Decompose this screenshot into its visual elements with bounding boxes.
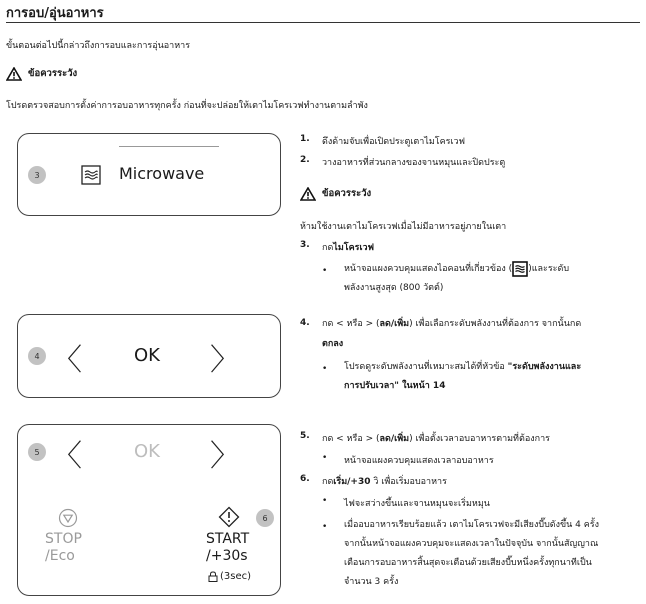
step-3-bullet-b: )และระดับ [528,264,570,274]
control-panel-time [17,424,281,596]
callout-badge-6: 6 [256,509,274,527]
step-6-text [322,474,447,488]
callout-badge-3: 3 [28,166,46,184]
step-4-bullet [344,358,644,396]
step-3-pre: กด [322,243,334,253]
step-6-bullet-2-l2: จากนั้นหน้าจอแผงควบคุมจะแสดงเวลาในปัจจุบัน จากนั้นสัญญาณ [344,539,599,549]
caution-text: โปรดตรวจสอบการตั้งค่าการอบอาหารทุกครั้ง ก่อนที่จะปล่อยให้เตาไมโครเวฟทำงานตามลำพัง [6,101,368,111]
increase-button[interactable]: 〉 [210,343,240,378]
step-number: 2. [300,155,310,165]
step-4-a: กด < หรือ > ( [322,319,380,329]
caution-label: ข้อควรระวัง [28,68,78,79]
warning-icon [300,187,316,201]
step-5-a: กด < หรือ > ( [322,434,380,444]
caution-heading [300,186,371,201]
step-5-bold: ลด/เพิ่ม [379,434,410,444]
step-4-b: ) เพื่อเลือกระดับพลังงานที่ต้องการ จากนั้นกด [409,319,582,329]
step-5-bullet: หน้าจอแผงควบคุมแสดงเวลาอบอาหาร [344,456,494,466]
decrease-button[interactable]: 〈 [52,343,82,378]
microwave-wave-icon[interactable] [80,164,102,186]
step-6-post: วิ เพื่อเริ่มอบอาหาร [370,477,447,487]
child-lock-hint [208,571,251,582]
step-5-b: ) เพื่อตั้งเวลาอบอาหารตามที่ต้องการ [409,434,550,444]
plus30-label: /+30s [206,548,248,564]
step-5-text [322,431,550,445]
microwave-button-label[interactable]: Microwave [119,164,205,183]
bullet: • [322,496,328,506]
callout-badge-5: 5 [28,443,46,461]
step-4-bullet-bold: "ระดับพลังงานและ [507,362,582,372]
step-4-bullet-c: การปรับเวลา" ในหน้า 14 [344,381,446,391]
step-number: 5. [300,431,310,441]
step-6-bullet-2-l3: เตือนการอบอาหารสิ้นสุดจะเตือนด้วยเสียงบี๊บหนึ่งครั้งทุกนาทีเป็น [344,558,592,568]
start-icon[interactable] [218,506,240,528]
lock-duration: (3sec) [220,571,252,582]
step-number: 1. [300,134,310,144]
title-rule [6,22,640,23]
bullet: • [322,364,328,374]
step-2-text: วางอาหารที่ส่วนกลางของจานหมุนและปิดประตู [322,158,506,168]
warning-icon [6,67,22,81]
start-button[interactable] [206,531,249,565]
step-3-bullet-c: พลังงานสูงสุด (800 วัตต์) [344,283,444,293]
step-6-bullet-2-l4: จำนวน 3 ครั้ง [344,577,399,587]
step-6-bullet-2 [344,516,644,592]
caution-2-text: ห้ามใช้งานเตาไมโครเวฟเมื่อไม่มีอาหารอยู่ภายในเตา [300,222,507,232]
increase-button[interactable]: 〉 [210,439,240,474]
stop-label: STOP [45,531,82,547]
stop-eco-button[interactable] [45,531,82,565]
step-3-bullet [344,260,644,298]
step-3-bold: ไมโครเวฟ [333,243,374,253]
intro-text: ขั้นตอนต่อไปนี้กล่าวถึงการอบและการอุ่นอาหาร [6,41,191,51]
eco-label: /Eco [45,548,75,564]
step-3-text [322,240,374,254]
caution-heading [6,66,77,81]
step-4-c: ตกลง [322,339,344,349]
step-4-bold: ลด/เพิ่ม [379,319,410,329]
step-3-bullet-a: หน้าจอแผงควบคุมแสดงไอคอนที่เกี่ยวข้อง ( [344,264,513,274]
start-label: START [206,531,250,547]
step-4-text [322,314,642,354]
steps-column [300,134,640,604]
page-title: การอบ/อุ่นอาหาร [6,6,104,21]
step-1-text: ดึงด้ามจับเพื่อเปิดประตูเตาไมโครเวฟ [322,137,465,147]
stop-icon[interactable] [58,508,78,528]
bullet: • [322,453,328,463]
step-6-bold: เริ่ม/+30 [333,477,371,487]
bullet: • [322,522,328,532]
ok-button[interactable]: OK [134,345,160,366]
step-4-bullet-a: โปรดดูระดับพลังงานที่เหมาะสมได้ที่หัวข้อ [344,362,508,372]
step-number: 6. [300,474,310,484]
lock-icon [208,571,218,582]
bullet: • [322,266,328,276]
step-6-pre: กด [322,477,334,487]
control-panel-microwave [17,133,281,216]
callout-badge-4: 4 [28,347,46,365]
microwave-wave-icon [512,261,528,277]
step-6-bullet-1: ไฟจะสว่างขึ้นและจานหมุนจะเริ่มหมุน [344,499,490,509]
decrease-button[interactable]: 〈 [52,439,82,474]
caution-label: ข้อควรระวัง [322,188,372,199]
step-number: 3. [300,240,310,250]
display-line [119,146,219,147]
control-panel-power [17,314,281,398]
step-number: 4. [300,318,310,328]
ok-button-dimmed[interactable]: OK [134,441,160,462]
step-6-bullet-2-l1: เมื่ออบอาหารเรียบร้อยแล้ว เตาไมโครเวฟจะมีเสียงบี๊บดังขึ้น 4 ครั้ง [344,520,600,530]
